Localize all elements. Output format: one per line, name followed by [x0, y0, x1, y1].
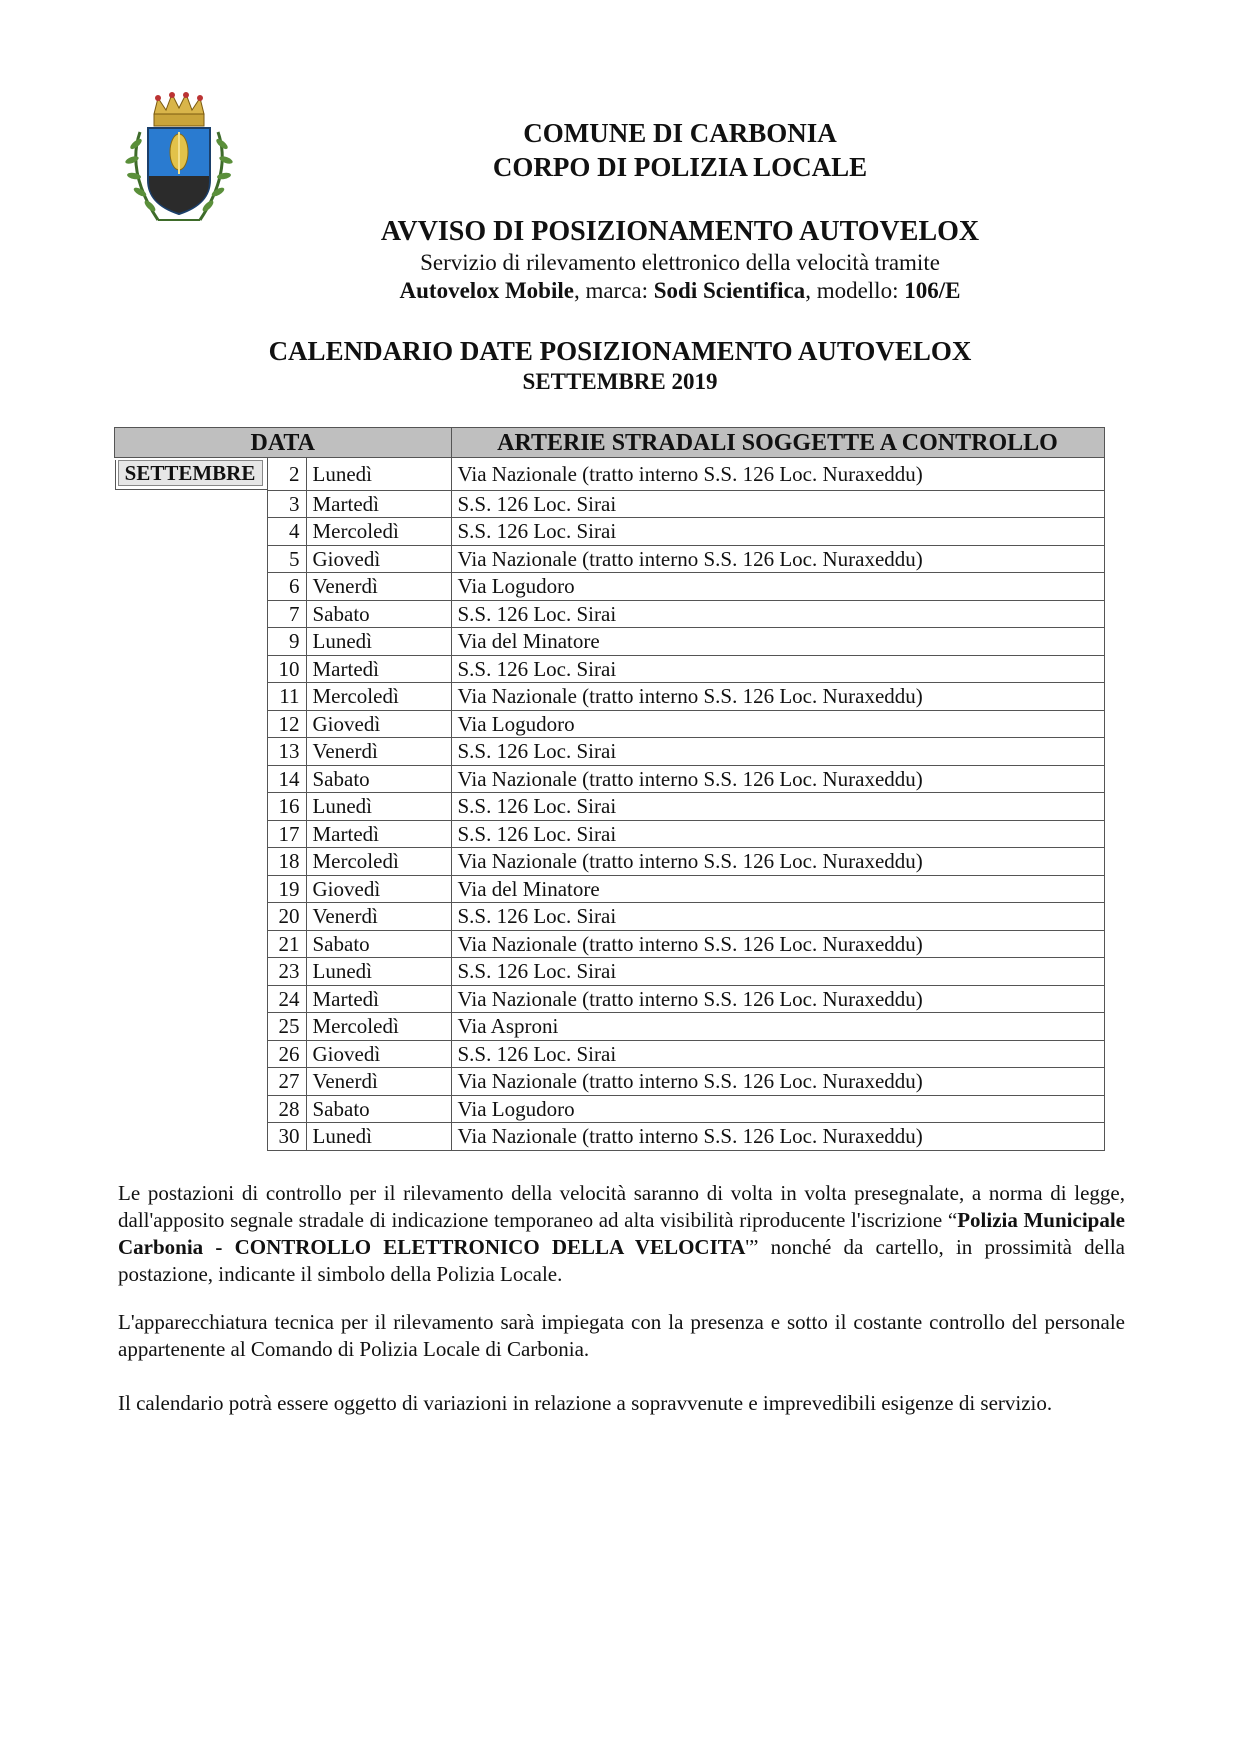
table-row	[115, 1013, 1105, 1041]
paragraph-signage-bold: Polizia Municipale Carbonia - CONTROLLO ELETTRONICO DELLA VELOCITA	[118, 1208, 1125, 1259]
table-row	[115, 683, 1105, 711]
day-number: 18	[267, 848, 306, 876]
calendar-period: SETTEMBRE 2019	[522, 369, 718, 394]
day-number: 21	[267, 930, 306, 958]
brand-prefix: , marca:	[573, 278, 654, 303]
road-name: Via Logudoro	[451, 710, 1104, 738]
weekday: Martedì	[306, 985, 451, 1013]
day-number: 16	[267, 793, 306, 821]
day-number: 2	[267, 458, 306, 491]
weekday: Martedì	[306, 655, 451, 683]
empty-cell	[115, 1040, 268, 1068]
day-number: 19	[267, 875, 306, 903]
table-row	[115, 848, 1105, 876]
empty-cell	[115, 985, 268, 1013]
road-name: Via Nazionale (tratto interno S.S. 126 Loc. Nuraxeddu)	[451, 985, 1104, 1013]
road-name: Via Logudoro	[451, 1095, 1104, 1123]
empty-cell	[115, 1095, 268, 1123]
weekday: Mercoledì	[306, 848, 451, 876]
empty-cell	[115, 820, 268, 848]
month-frame	[115, 460, 267, 490]
day-number: 24	[267, 985, 306, 1013]
weekday: Lunedì	[306, 628, 451, 656]
table-row	[115, 1123, 1105, 1151]
road-name: S.S. 126 Loc. Sirai	[451, 903, 1104, 931]
weekday: Sabato	[306, 765, 451, 793]
calendar-table	[114, 427, 1105, 1151]
table-row	[115, 930, 1105, 958]
road-name: Via Nazionale (tratto interno S.S. 126 Loc. Nuraxeddu)	[451, 848, 1104, 876]
table-row	[115, 628, 1105, 656]
day-number: 28	[267, 1095, 306, 1123]
day-number: 4	[267, 518, 306, 546]
empty-cell	[115, 1013, 268, 1041]
weekday: Giovedì	[306, 545, 451, 573]
road-name: S.S. 126 Loc. Sirai	[451, 600, 1104, 628]
road-name: S.S. 126 Loc. Sirai	[451, 518, 1104, 546]
table-row	[115, 793, 1105, 821]
weekday: Giovedì	[306, 710, 451, 738]
empty-cell	[115, 545, 268, 573]
paragraph-signage-start: Le postazioni di controllo per il rilevamento della velocità saranno di volta in volta presegnalate, a norma di legge, dall'apposito segnale stradale di indicazione temporaneo ad alta visibilità riproducente l'iscrizione “	[118, 1181, 1125, 1232]
empty-cell	[115, 710, 268, 738]
day-number: 6	[267, 573, 306, 601]
column-header-date: DATA	[115, 428, 452, 458]
day-number: 11	[267, 683, 306, 711]
day-number: 7	[267, 600, 306, 628]
table-row	[115, 765, 1105, 793]
table-row	[115, 600, 1105, 628]
empty-cell	[115, 1123, 268, 1151]
device-brand: Sodi Scientifica	[653, 278, 806, 303]
weekday: Venerdì	[306, 903, 451, 931]
model-prefix: , modello:	[805, 278, 905, 303]
device-line	[340, 278, 1020, 304]
empty-cell	[115, 490, 268, 518]
day-number: 13	[267, 738, 306, 766]
road-name: S.S. 126 Loc. Sirai	[451, 490, 1104, 518]
weekday: Venerdì	[306, 738, 451, 766]
day-number: 23	[267, 958, 306, 986]
table-row	[115, 875, 1105, 903]
table-row	[115, 655, 1105, 683]
road-name: Via Nazionale (tratto interno S.S. 126 Loc. Nuraxeddu)	[451, 683, 1104, 711]
weekday: Mercoledì	[306, 683, 451, 711]
day-number: 30	[267, 1123, 306, 1151]
table-row	[115, 958, 1105, 986]
table-row	[115, 458, 1105, 491]
paragraph-equipment: L'apparecchiatura tecnica per il rilevamento sarà impiegata con la presenza e sotto il costante controllo del personale appartenente al Comando di Polizia Locale di Carbonia.	[118, 1310, 1125, 1361]
day-number: 27	[267, 1068, 306, 1096]
paragraph-signage-end: '” nonché da cartello, in prossimità della postazione, indicante il simbolo della Polizia Locale.	[118, 1235, 1125, 1286]
paragraph-signage	[118, 1180, 1125, 1288]
weekday: Mercoledì	[306, 1013, 451, 1041]
road-name: Via Logudoro	[451, 573, 1104, 601]
road-name: Via Nazionale (tratto interno S.S. 126 Loc. Nuraxeddu)	[451, 765, 1104, 793]
coat-of-arms-icon	[118, 92, 240, 232]
road-name: S.S. 126 Loc. Sirai	[451, 738, 1104, 766]
empty-cell	[115, 765, 268, 793]
road-name: Via Asproni	[451, 1013, 1104, 1041]
empty-cell	[115, 518, 268, 546]
empty-cell	[115, 628, 268, 656]
table-row	[115, 490, 1105, 518]
weekday: Lunedì	[306, 793, 451, 821]
month-label: SETTEMBRE	[118, 460, 263, 486]
notice-title: AVVISO DI POSIZIONAMENTO AUTOVELOX	[380, 216, 980, 247]
table-row	[115, 738, 1105, 766]
road-name: Via del Minatore	[451, 628, 1104, 656]
day-number: 9	[267, 628, 306, 656]
road-name: S.S. 126 Loc. Sirai	[451, 1040, 1104, 1068]
empty-cell	[115, 793, 268, 821]
day-number: 26	[267, 1040, 306, 1068]
weekday: Sabato	[306, 1095, 451, 1123]
day-number: 3	[267, 490, 306, 518]
road-name: S.S. 126 Loc. Sirai	[451, 958, 1104, 986]
day-number: 5	[267, 545, 306, 573]
weekday: Lunedì	[306, 458, 451, 491]
weekday: Mercoledì	[306, 518, 451, 546]
empty-cell	[115, 958, 268, 986]
table-row	[115, 985, 1105, 1013]
table-row	[115, 710, 1105, 738]
empty-cell	[115, 655, 268, 683]
municipality-title: COMUNE DI CARBONIA	[523, 118, 837, 148]
road-name: Via Nazionale (tratto interno S.S. 126 Loc. Nuraxeddu)	[451, 930, 1104, 958]
table-row	[115, 903, 1105, 931]
road-name: Via del Minatore	[451, 875, 1104, 903]
empty-cell	[115, 738, 268, 766]
table-row	[115, 820, 1105, 848]
day-number: 12	[267, 710, 306, 738]
department-title: CORPO DI POLIZIA LOCALE	[492, 152, 868, 182]
device-model: 106/E	[904, 278, 961, 303]
table-row	[115, 1068, 1105, 1096]
table-row	[115, 518, 1105, 546]
table-row	[115, 1095, 1105, 1123]
empty-cell	[115, 930, 268, 958]
table-header-row	[115, 428, 1105, 458]
column-header-roads: ARTERIE STRADALI SOGGETTE A CONTROLLO	[451, 428, 1104, 458]
weekday: Giovedì	[306, 1040, 451, 1068]
device-label: Autovelox Mobile	[399, 278, 574, 303]
road-name: S.S. 126 Loc. Sirai	[451, 793, 1104, 821]
weekday: Giovedì	[306, 875, 451, 903]
weekday: Martedì	[306, 820, 451, 848]
empty-cell	[115, 903, 268, 931]
empty-cell	[115, 683, 268, 711]
month-cell	[115, 458, 268, 491]
empty-cell	[115, 848, 268, 876]
weekday: Lunedì	[306, 958, 451, 986]
day-number: 10	[267, 655, 306, 683]
table-row	[115, 573, 1105, 601]
road-name: Via Nazionale (tratto interno S.S. 126 Loc. Nuraxeddu)	[451, 545, 1104, 573]
road-name: Via Nazionale (tratto interno S.S. 126 Loc. Nuraxeddu)	[451, 458, 1104, 491]
day-number: 14	[267, 765, 306, 793]
calendar-title: CALENDARIO DATE POSIZIONAMENTO AUTOVELOX	[268, 336, 972, 366]
weekday: Martedì	[306, 490, 451, 518]
weekday: Lunedì	[306, 1123, 451, 1151]
weekday: Venerdì	[306, 1068, 451, 1096]
empty-cell	[115, 600, 268, 628]
service-line: Servizio di rilevamento elettronico della velocità tramite	[420, 250, 940, 275]
empty-cell	[115, 1068, 268, 1096]
weekday: Sabato	[306, 930, 451, 958]
empty-cell	[115, 573, 268, 601]
day-number: 25	[267, 1013, 306, 1041]
table-row	[115, 1040, 1105, 1068]
empty-cell	[115, 875, 268, 903]
day-number: 17	[267, 820, 306, 848]
road-name: Via Nazionale (tratto interno S.S. 126 Loc. Nuraxeddu)	[451, 1123, 1104, 1151]
road-name: Via Nazionale (tratto interno S.S. 126 Loc. Nuraxeddu)	[451, 1068, 1104, 1096]
weekday: Venerdì	[306, 573, 451, 601]
calendar-body	[115, 458, 1105, 1151]
day-number: 20	[267, 903, 306, 931]
weekday: Sabato	[306, 600, 451, 628]
road-name: S.S. 126 Loc. Sirai	[451, 655, 1104, 683]
paragraph-variations: Il calendario potrà essere oggetto di variazioni in relazione a sopravvenute e imprevedibili esigenze di servizio.	[118, 1391, 1053, 1415]
table-row	[115, 545, 1105, 573]
road-name: S.S. 126 Loc. Sirai	[451, 820, 1104, 848]
